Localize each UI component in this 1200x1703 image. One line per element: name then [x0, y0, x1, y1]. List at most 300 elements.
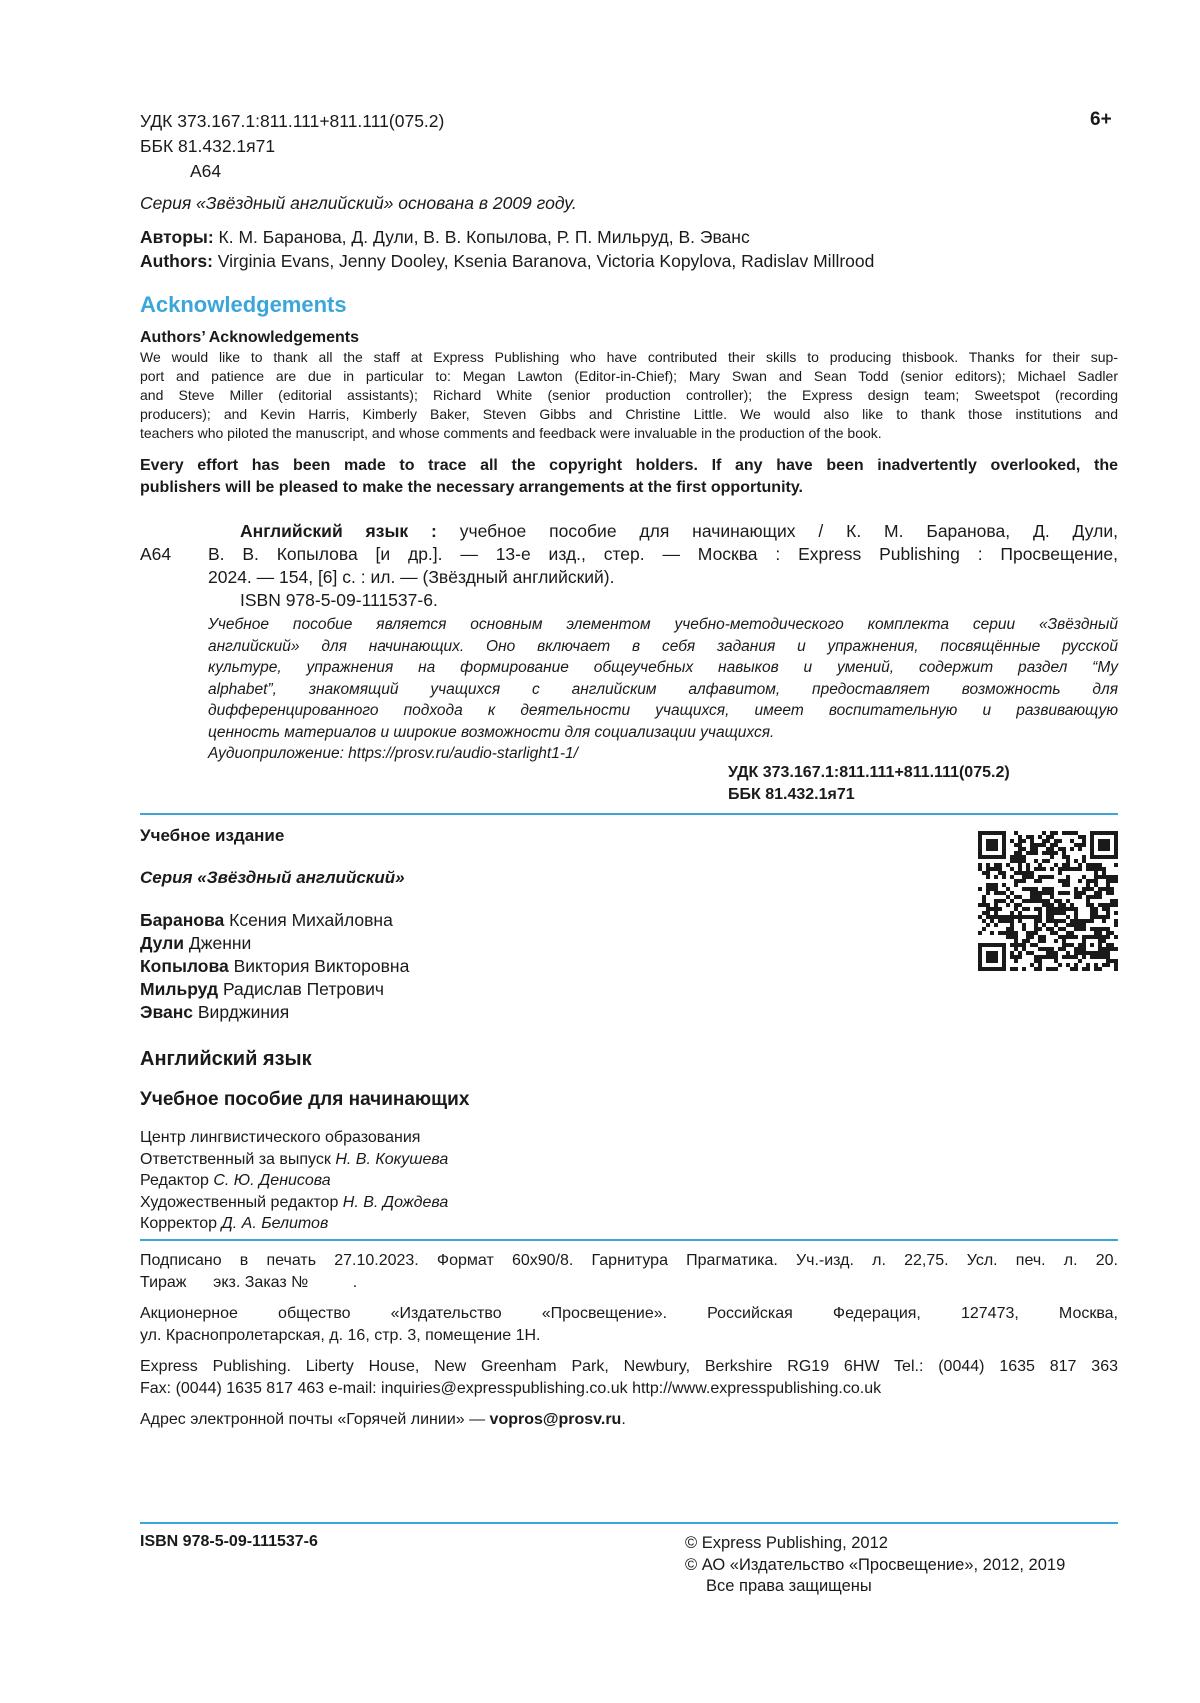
qr-module	[1078, 891, 1082, 895]
catalog-title: Английский язык :	[240, 521, 437, 541]
qr-module	[1114, 875, 1118, 879]
qr-module	[1070, 847, 1074, 851]
qr-module	[1006, 931, 1010, 935]
qr-module	[1078, 863, 1082, 867]
qr-module	[1034, 923, 1038, 927]
qr-module	[1114, 919, 1118, 923]
qr-module	[1094, 911, 1098, 915]
qr-module	[1090, 867, 1094, 871]
qr-module	[1082, 923, 1086, 927]
qr-module	[1074, 831, 1078, 835]
qr-module	[1014, 895, 1018, 899]
qr-module	[1010, 855, 1014, 859]
qr-module	[1046, 847, 1050, 851]
credits-list	[140, 1127, 448, 1235]
qr-module	[1106, 879, 1110, 883]
qr-module	[1102, 875, 1106, 879]
qr-module	[1014, 859, 1018, 863]
qr-module	[1042, 875, 1046, 879]
qr-module	[1106, 947, 1110, 951]
qr-module	[1098, 903, 1102, 907]
qr-module	[1026, 907, 1030, 911]
authors-en-names: Virginia Evans, Jenny Dooley, Ksenia Baranova, Victoria Kopylova, Radislav Millrood	[217, 251, 875, 271]
qr-module	[1002, 891, 1006, 895]
qr-module	[1106, 951, 1110, 955]
qr-module	[1026, 915, 1030, 919]
qr-module	[1034, 915, 1038, 919]
qr-module	[1082, 887, 1086, 891]
qr-module	[1066, 963, 1070, 967]
qr-module	[1022, 855, 1026, 859]
qr-module	[1026, 899, 1030, 903]
qr-module	[1066, 859, 1070, 863]
qr-module	[1010, 911, 1014, 915]
qr-module	[998, 899, 1002, 903]
acknowledgements-line: and Steve Miller (editorial assistants); Richard White (senior production controller); the Express design team; Sweetspot (recording	[140, 387, 1118, 403]
qr-module	[1050, 967, 1054, 971]
qr-module	[1090, 955, 1094, 959]
qr-module	[1082, 855, 1086, 859]
qr-module	[1074, 951, 1078, 955]
qr-module	[1114, 903, 1118, 907]
qr-module	[1074, 907, 1078, 911]
qr-module	[1106, 883, 1110, 887]
qr-module	[1014, 931, 1018, 935]
qr-module	[1010, 891, 1014, 895]
qr-module	[986, 887, 990, 891]
qr-module	[1114, 899, 1118, 903]
catalog-line-2: В. В. Копылова [и др.]. — 13-е изд., стер. — Москва : Express Publishing : Просвещение,	[208, 544, 1118, 564]
qr-module	[994, 875, 998, 879]
acknowledgements-line: port and patience are due in particular to: Megan Lawton (Editor-in-Chief); Mary Swan and Sean Todd (senior editors); Michael Sadler	[140, 368, 1118, 384]
qr-module	[1046, 907, 1050, 911]
acknowledgements-heading: Acknowledgements	[140, 292, 347, 317]
qr-module	[1074, 859, 1078, 863]
qr-module	[1026, 863, 1030, 867]
qr-module	[1110, 899, 1114, 903]
age-rating: 6+	[1090, 109, 1112, 130]
qr-module	[1078, 927, 1082, 931]
credit-line	[140, 1149, 448, 1171]
qr-module	[1106, 907, 1110, 911]
qr-module	[1058, 927, 1062, 931]
qr-module	[1010, 967, 1014, 971]
qr-module	[1086, 879, 1090, 883]
qr-module	[1086, 967, 1090, 971]
qr-module	[1034, 955, 1038, 959]
qr-module	[1106, 943, 1110, 947]
qr-module	[1082, 891, 1086, 895]
qr-module	[1106, 935, 1110, 939]
qr-module	[978, 887, 982, 891]
qr-module	[1062, 883, 1066, 887]
qr-module	[978, 867, 982, 871]
qr-module	[998, 871, 1002, 875]
qr-module	[1062, 879, 1066, 883]
qr-module	[998, 867, 1002, 871]
qr-module	[1038, 835, 1042, 839]
qr-module	[1066, 863, 1070, 867]
qr-module	[1050, 911, 1054, 915]
qr-module	[1046, 919, 1050, 923]
qr-module	[994, 867, 998, 871]
qr-module	[1042, 903, 1046, 907]
qr-module	[1022, 939, 1026, 943]
qr-module	[1014, 915, 1018, 919]
qr-module	[1038, 843, 1042, 847]
qr-module	[1066, 883, 1070, 887]
qr-module	[986, 871, 990, 875]
qr-module	[1030, 931, 1034, 935]
qr-module	[1082, 927, 1086, 931]
person-surname: Мильруд	[140, 979, 219, 999]
series-note: Серия «Звёздный английский» основана в 2009 году.	[140, 193, 577, 213]
qr-module	[1046, 835, 1050, 839]
qr-module	[1042, 839, 1046, 843]
qr-module	[1054, 899, 1058, 903]
qr-module	[1014, 939, 1018, 943]
qr-module	[1066, 907, 1070, 911]
qr-module	[1062, 927, 1066, 931]
qr-module	[1042, 935, 1046, 939]
qr-module	[1102, 919, 1106, 923]
qr-module	[1018, 943, 1022, 947]
qr-module	[1046, 859, 1050, 863]
qr-module	[1030, 871, 1034, 875]
qr-module	[1038, 891, 1042, 895]
bbk-header: ББК 81.432.1я71	[140, 136, 276, 156]
qr-module	[1030, 943, 1034, 947]
qr-module	[1018, 955, 1022, 959]
qr-module	[1014, 907, 1018, 911]
qr-module	[1018, 855, 1022, 859]
copyright-express: © Express Publishing, 2012	[685, 1534, 888, 1552]
qr-module	[1026, 931, 1030, 935]
qr-module	[1018, 915, 1022, 919]
qr-module	[1030, 847, 1034, 851]
qr-module	[1046, 899, 1050, 903]
qr-module	[986, 839, 998, 851]
qr-module	[990, 887, 994, 891]
qr-module	[1090, 863, 1094, 867]
qr-module	[1062, 847, 1066, 851]
qr-module	[1054, 919, 1058, 923]
qr-module	[1022, 887, 1026, 891]
qr-module	[1038, 875, 1042, 879]
qr-module	[1110, 903, 1114, 907]
qr-module	[1026, 935, 1030, 939]
qr-module	[1034, 895, 1038, 899]
qr-module	[1102, 927, 1106, 931]
qr-module	[1058, 879, 1062, 883]
qr-module	[1014, 855, 1018, 859]
qr-module	[1106, 875, 1110, 879]
qr-module	[1114, 959, 1118, 963]
qr-module	[978, 931, 982, 935]
print-run-line: Тираж экз. Заказ № .	[140, 1273, 358, 1291]
qr-module	[1014, 843, 1018, 847]
qr-module	[1094, 907, 1098, 911]
qr-module	[1062, 891, 1066, 895]
qr-module	[1086, 863, 1090, 867]
qr-module	[1094, 931, 1098, 935]
catalog-code: А64	[140, 544, 172, 564]
annotation-line: alphabet”, знакомящий учащихся с английским алфавитом, предоставляет возможность для	[208, 680, 1118, 698]
qr-module	[1082, 859, 1086, 863]
qr-module	[1026, 835, 1030, 839]
qr-module	[1042, 867, 1046, 871]
qr-module	[1026, 875, 1030, 879]
qr-module	[1010, 859, 1014, 863]
qr-module	[1038, 867, 1042, 871]
credit-role: Художественный редактор	[140, 1193, 343, 1211]
qr-module	[1098, 895, 1102, 899]
qr-module	[1082, 919, 1086, 923]
qr-module	[1022, 967, 1026, 971]
qr-module	[994, 891, 998, 895]
publisher-address-line: Акционерное общество «Издательство «Просвещение». Российская Федерация, 127473, Москва,	[140, 1305, 1118, 1322]
qr-module	[1086, 963, 1090, 967]
acknowledgements-line: producers); and Kevin Harris, Kimberly Baker, Steven Gibbs and Christine Little. We would also like to thank those institutions and	[140, 406, 1118, 422]
qr-module	[1078, 951, 1082, 955]
person-names: Радислав Петрович	[218, 979, 385, 999]
edition-type: Учебное издание	[140, 826, 285, 845]
qr-module	[1094, 895, 1098, 899]
qr-module	[1066, 831, 1070, 835]
qr-module	[1002, 875, 1006, 879]
qr-module	[1022, 875, 1026, 879]
qr-module	[1014, 851, 1018, 855]
copyright-notice	[140, 455, 1118, 499]
qr-module	[1062, 947, 1066, 951]
qr-module	[1034, 959, 1038, 963]
credit-name: С. Ю. Денисова	[213, 1172, 331, 1189]
qr-module	[1078, 919, 1082, 923]
qr-module	[1070, 867, 1074, 871]
qr-module	[1114, 947, 1118, 951]
qr-module	[1074, 967, 1078, 971]
catalog-udk: УДК 373.167.1:811.111+811.111(075.2)	[728, 764, 1010, 781]
qr-module	[1098, 891, 1102, 895]
qr-module	[1002, 871, 1006, 875]
qr-module	[978, 903, 982, 907]
qr-module	[1054, 863, 1058, 867]
qr-module	[1010, 951, 1014, 955]
qr-module	[1066, 891, 1070, 895]
qr-module	[1002, 919, 1006, 923]
qr-module	[1070, 923, 1074, 927]
qr-module	[1106, 959, 1110, 963]
qr-module	[1034, 847, 1038, 851]
qr-module	[1114, 863, 1118, 867]
qr-module	[986, 875, 990, 879]
qr-module	[1062, 919, 1066, 923]
qr-module	[1070, 919, 1074, 923]
qr-module	[994, 903, 998, 907]
qr-module	[1030, 843, 1034, 847]
qr-module	[1046, 915, 1050, 919]
qr-module	[1034, 851, 1038, 855]
qr-module	[1018, 847, 1022, 851]
qr-module	[1030, 835, 1034, 839]
qr-module	[1050, 915, 1054, 919]
qr-module	[1078, 843, 1082, 847]
qr-module	[1054, 851, 1058, 855]
qr-module	[990, 931, 994, 935]
qr-module	[1030, 839, 1034, 843]
author-code-header: А64	[190, 161, 222, 181]
qr-module	[1074, 919, 1078, 923]
qr-module	[1106, 963, 1110, 967]
qr-module	[1094, 863, 1098, 867]
qr-module	[1034, 927, 1038, 931]
qr-module	[1054, 931, 1058, 935]
qr-module	[1042, 831, 1046, 835]
qr-module	[1070, 943, 1074, 947]
qr-module	[1078, 895, 1082, 899]
qr-module	[1078, 879, 1082, 883]
qr-module	[1058, 911, 1062, 915]
qr-module	[1094, 867, 1098, 871]
hotline-text: Адрес электронной почты «Горячей линии» —	[140, 1411, 490, 1428]
qr-module	[1038, 879, 1042, 883]
qr-module	[1082, 835, 1086, 839]
qr-module	[1050, 947, 1054, 951]
qr-module	[1074, 915, 1078, 919]
qr-module	[1102, 935, 1106, 939]
credit-name: Н. В. Кокушева	[335, 1150, 449, 1168]
qr-module	[1106, 903, 1110, 907]
qr-module	[998, 931, 1002, 935]
qr-module	[1018, 863, 1022, 867]
annotation-line: английский» для начинающих. Оно включает в себя задания и упражнения, посвящённые русской	[208, 637, 1118, 655]
qr-module	[994, 887, 998, 891]
qr-module	[1046, 967, 1050, 971]
qr-module	[990, 867, 994, 871]
qr-module	[1034, 907, 1038, 911]
person	[140, 909, 409, 932]
qr-module	[1026, 887, 1030, 891]
qr-module	[1006, 935, 1010, 939]
qr-module	[1002, 915, 1006, 919]
divider	[140, 1522, 1118, 1524]
catalog-title-rest: учебное пособие для начинающих / К. М. Баранова, Д. Дули,	[436, 521, 1118, 541]
qr-module	[1014, 903, 1018, 907]
credit-name: Н. В. Дождева	[342, 1193, 449, 1211]
qr-module	[994, 899, 998, 903]
qr-module	[1094, 879, 1098, 883]
qr-module	[1062, 855, 1066, 859]
qr-module	[1110, 931, 1114, 935]
qr-module	[1050, 919, 1054, 923]
qr-module	[986, 923, 990, 927]
qr-module	[1018, 919, 1022, 923]
person	[140, 932, 409, 955]
qr-module	[1086, 919, 1090, 923]
acknowledgements-text	[140, 348, 1118, 443]
qr-module	[1034, 843, 1038, 847]
qr-module	[1010, 927, 1014, 931]
qr-module	[1070, 955, 1074, 959]
qr-module	[1082, 843, 1086, 847]
qr-module	[1070, 831, 1074, 835]
people-list	[140, 909, 409, 1024]
qr-module	[1074, 923, 1078, 927]
qr-module	[982, 927, 986, 931]
book-subtitle: Учебное пособие для начинающих	[140, 1089, 470, 1110]
copyright-notice-line: Every effort has been made to trace all the copyright holders. If any have been inadvertently overlooked, the	[140, 457, 1118, 474]
qr-module	[1066, 875, 1070, 879]
qr-module	[1110, 875, 1114, 879]
qr-module	[1022, 879, 1026, 883]
qr-module	[986, 951, 998, 963]
qr-module	[1026, 851, 1030, 855]
credit-line	[140, 1213, 448, 1235]
qr-module	[1002, 899, 1006, 903]
credit-line	[140, 1127, 448, 1149]
qr-module	[1106, 915, 1110, 919]
qr-module	[1070, 839, 1074, 843]
qr-module	[1042, 843, 1046, 847]
qr-module	[1094, 871, 1098, 875]
person-surname: Эванс	[140, 1002, 194, 1022]
qr-module	[1102, 951, 1106, 955]
qr-module	[1098, 955, 1102, 959]
qr-module	[1022, 907, 1026, 911]
person-names: Дженни	[184, 933, 252, 953]
qr-module	[1054, 831, 1058, 835]
qr-module	[1014, 947, 1018, 951]
qr-module	[1014, 871, 1018, 875]
qr-module	[1022, 871, 1026, 875]
qr-module	[1030, 899, 1034, 903]
qr-module	[1098, 915, 1102, 919]
qr-module	[1042, 891, 1046, 895]
qr-module	[986, 863, 990, 867]
qr-module	[1062, 863, 1066, 867]
qr-module	[1082, 955, 1086, 959]
qr-module	[986, 915, 990, 919]
person-names: Ксения Михайловна	[224, 910, 393, 930]
qr-module	[982, 903, 986, 907]
qr-module	[982, 899, 986, 903]
qr-module	[986, 891, 990, 895]
express-contacts-line: Express Publishing. Liberty House, New Greenham Park, Newbury, Berkshire RG19 6HW Tel.: (0044) 1635 817 363	[140, 1358, 1118, 1375]
qr-module	[1042, 923, 1046, 927]
qr-module	[986, 907, 990, 911]
credit-role: Ответственный за выпуск	[140, 1150, 336, 1168]
qr-module	[1054, 907, 1058, 911]
qr-module	[1082, 875, 1086, 879]
qr-module	[1046, 911, 1050, 915]
qr-module	[1006, 915, 1010, 919]
qr-module	[1074, 891, 1078, 895]
qr-module	[1046, 947, 1050, 951]
qr-module	[1062, 907, 1066, 911]
catalog-line-3: 2024. — 154, [6] с. : ил. — (Звёздный английский).	[208, 567, 615, 587]
qr-module	[1026, 867, 1030, 871]
qr-module	[1018, 951, 1022, 955]
qr-module	[1074, 895, 1078, 899]
person-names: Вирджиния	[193, 1002, 290, 1022]
qr-module	[1046, 851, 1050, 855]
qr-module	[1010, 875, 1014, 879]
qr-module	[1014, 879, 1018, 883]
qr-module	[1010, 935, 1014, 939]
qr-module	[1066, 915, 1070, 919]
qr-module	[1034, 899, 1038, 903]
annotation-line: культуре, упражнения на формирование общеучебных навыков и умений, содержит раздел “My	[208, 659, 1118, 676]
